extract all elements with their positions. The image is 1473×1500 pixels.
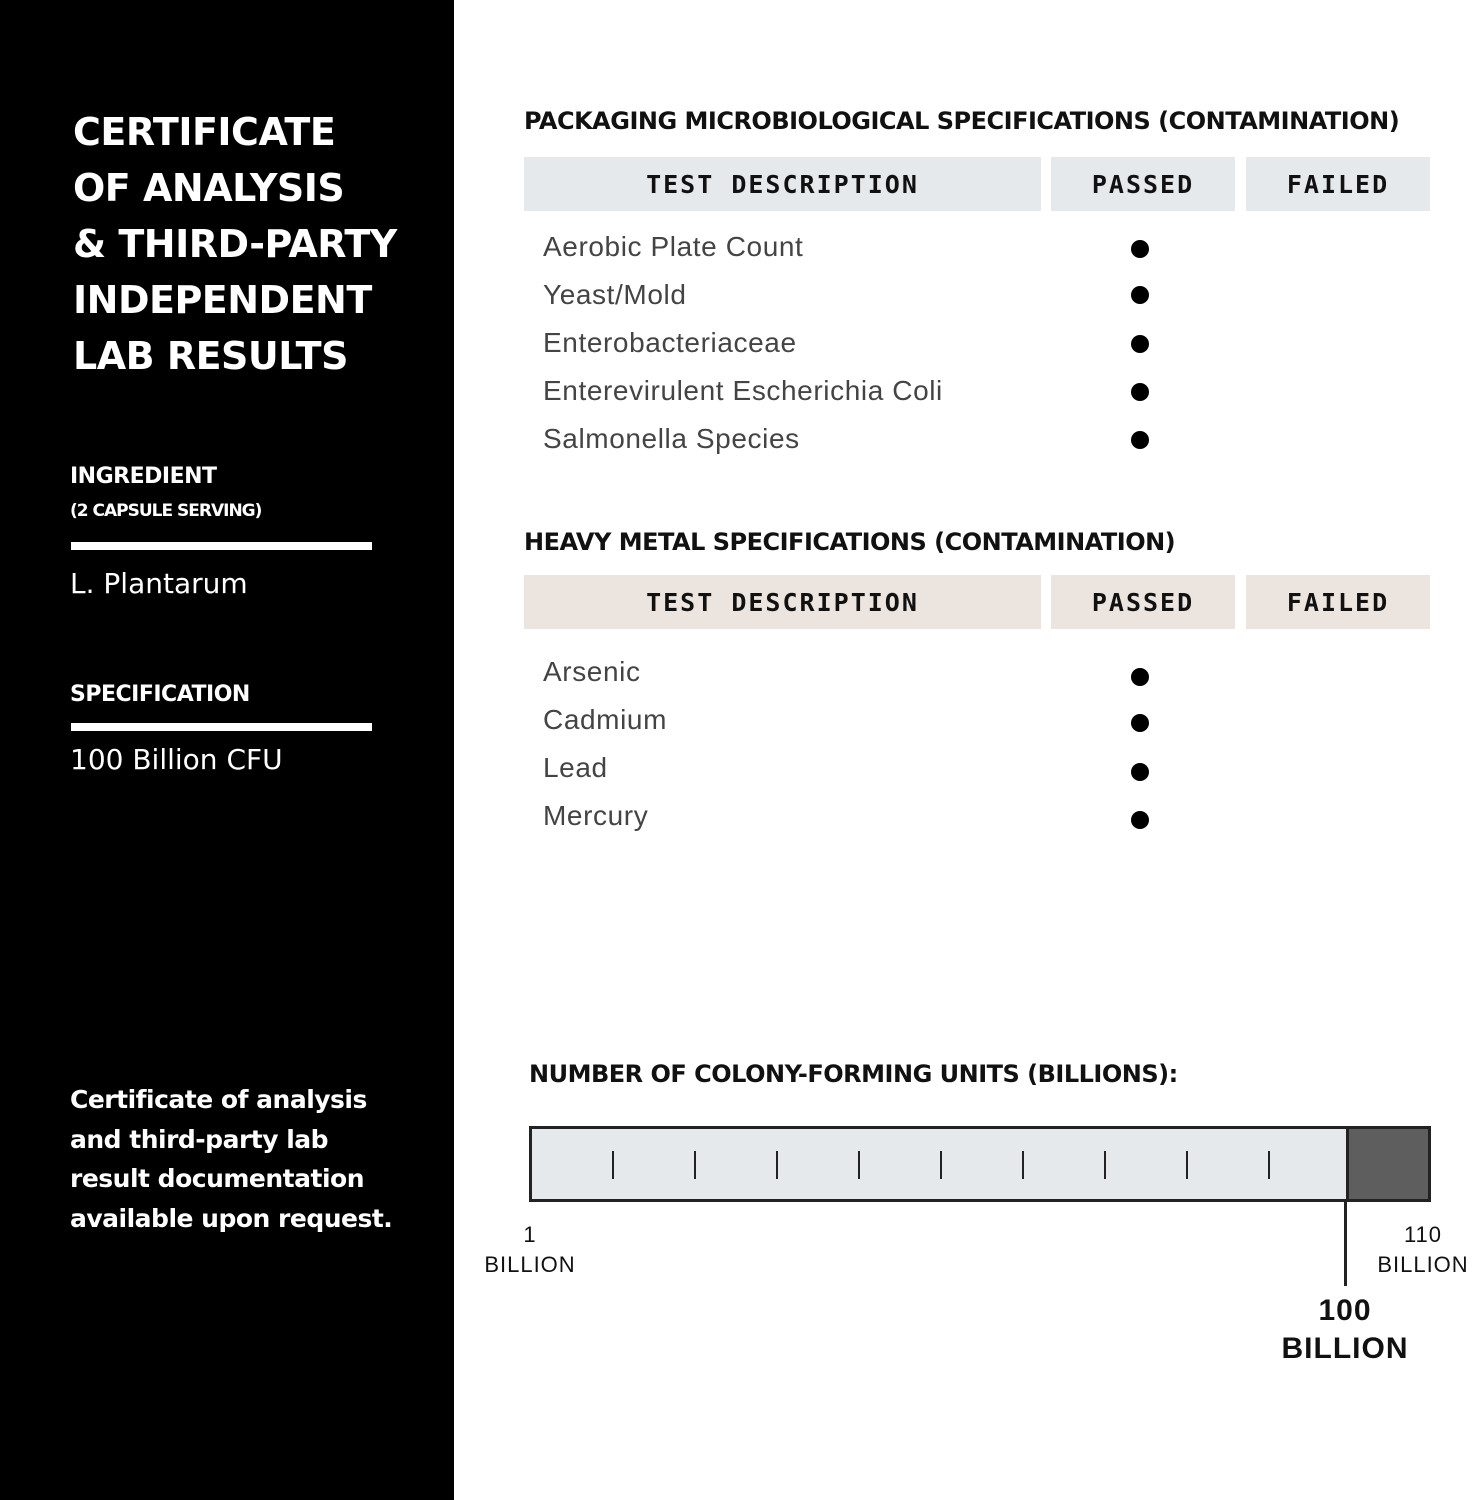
specification-divider — [71, 723, 372, 731]
sidebar-panel — [0, 0, 454, 1500]
micro-row-label: Enterevirulent Escherichia Coli — [543, 375, 943, 406]
specification-label: SPECIFICATION — [70, 682, 250, 707]
passed-dot — [1131, 240, 1149, 258]
cfu-gauge-tick — [612, 1151, 614, 1179]
cfu-marker-label — [1270, 1292, 1420, 1368]
metal-header-passed: PASSED — [1051, 575, 1235, 629]
ingredient-divider — [71, 542, 372, 550]
cfu-gauge-tick — [1104, 1151, 1106, 1179]
passed-dot — [1131, 763, 1149, 781]
passed-dot — [1131, 714, 1149, 732]
passed-dot — [1131, 431, 1149, 449]
cfu-marker-unit: BILLION — [1281, 1332, 1409, 1365]
metal-section-title: HEAVY METAL SPECIFICATIONS (CONTAMINATION) — [524, 528, 1176, 556]
metal-row-label: Mercury — [543, 800, 649, 831]
cfu-min-value: 1 — [523, 1222, 537, 1247]
cfu-min-label — [478, 1220, 582, 1280]
cfu-max-unit: BILLION — [1377, 1252, 1469, 1277]
passed-dot — [1131, 811, 1149, 829]
title-line: LAB RESULTS — [73, 334, 348, 378]
micro-row-label: Aerobic Plate Count — [543, 231, 804, 262]
title-line: & THIRD-PARTY — [73, 222, 397, 266]
cfu-title: NUMBER OF COLONY-FORMING UNITS (BILLIONS): — [529, 1060, 1178, 1088]
cfu-gauge-tick — [1186, 1151, 1188, 1179]
title-line: CERTIFICATE — [73, 110, 336, 154]
metal-header-test: TEST DESCRIPTION — [524, 575, 1041, 629]
ingredient-label: INGREDIENT — [70, 464, 217, 489]
cfu-gauge-tick — [940, 1151, 942, 1179]
serving-size-label: (2 CAPSULE SERVING) — [70, 501, 262, 521]
specification-value: 100 Billion CFU — [70, 743, 283, 776]
micro-header-passed: PASSED — [1051, 157, 1235, 211]
note-line: result documentation — [70, 1164, 364, 1193]
ingredient-value: L. Plantarum — [70, 567, 248, 600]
cfu-marker-value: 100 — [1318, 1294, 1372, 1327]
metal-row-label: Lead — [543, 752, 608, 783]
passed-dot — [1131, 383, 1149, 401]
cfu-max-label — [1375, 1220, 1471, 1280]
metal-header-failed: FAILED — [1246, 575, 1430, 629]
cfu-marker-line — [1344, 1200, 1347, 1286]
cfu-max-value: 110 — [1403, 1222, 1443, 1247]
title-line: OF ANALYSIS — [73, 166, 345, 210]
cfu-min-unit: BILLION — [484, 1252, 576, 1277]
cfu-gauge-tick — [1022, 1151, 1024, 1179]
cfu-gauge-tick — [858, 1151, 860, 1179]
passed-dot — [1131, 668, 1149, 686]
note-line: and third-party lab — [70, 1124, 329, 1154]
note-line: Certificate of analysis — [70, 1085, 367, 1114]
metal-row-label: Cadmium — [543, 704, 668, 735]
documentation-note — [70, 1080, 430, 1238]
passed-dot — [1131, 286, 1149, 304]
micro-row-label: Enterobacteriaceae — [543, 327, 797, 358]
micro-header-test: TEST DESCRIPTION — [524, 157, 1041, 211]
cfu-gauge-tick — [1268, 1151, 1270, 1179]
micro-row-label: Yeast/Mold — [543, 279, 687, 310]
passed-dot — [1131, 335, 1149, 353]
micro-row-label: Salmonella Species — [543, 423, 800, 454]
cfu-gauge-tick — [694, 1151, 696, 1179]
title-line: INDEPENDENT — [73, 278, 372, 322]
certificate-title — [73, 104, 443, 384]
cfu-gauge-tick — [776, 1151, 778, 1179]
micro-section-title: PACKAGING MICROBIOLOGICAL SPECIFICATIONS (CONTAMINATION) — [524, 107, 1400, 135]
metal-row-label: Arsenic — [543, 656, 641, 687]
cfu-gauge-fill — [1346, 1129, 1428, 1199]
cfu-gauge-bar — [529, 1126, 1431, 1202]
note-line: available upon request. — [70, 1203, 393, 1233]
micro-header-failed: FAILED — [1246, 157, 1430, 211]
